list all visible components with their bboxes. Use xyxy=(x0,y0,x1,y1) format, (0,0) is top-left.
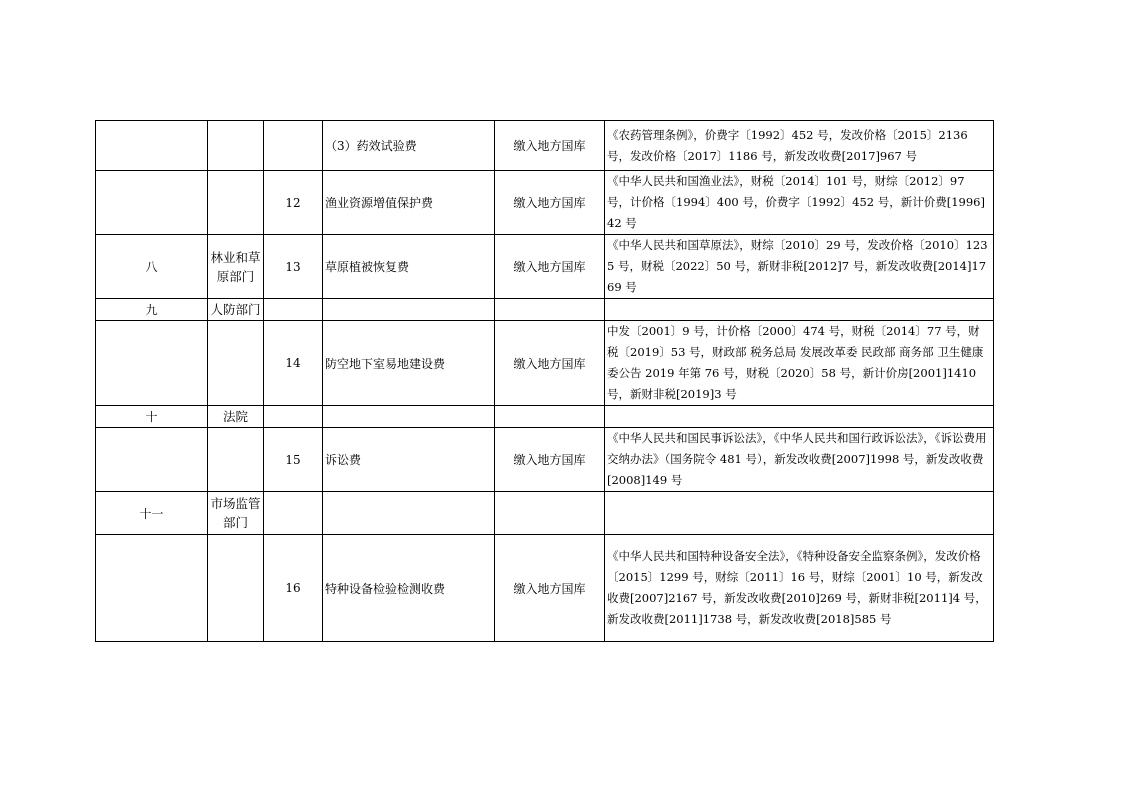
fee-name-cell: 草原植被恢复费 xyxy=(323,235,495,299)
legal-basis-cell xyxy=(605,492,994,535)
department-cell xyxy=(208,535,264,642)
category-cell: 十一 xyxy=(96,492,208,535)
destination-cell xyxy=(495,492,605,535)
fee-name-cell xyxy=(323,492,495,535)
item-number-cell: 13 xyxy=(264,235,323,299)
destination-cell xyxy=(495,299,605,321)
category-cell: 十 xyxy=(96,406,208,428)
category-cell: 九 xyxy=(96,299,208,321)
department-cell xyxy=(208,121,264,171)
department-cell xyxy=(208,428,264,492)
item-number-cell: 15 xyxy=(264,428,323,492)
legal-basis-cell: 《中华人民共和国民事诉讼法》，《中华人民共和国行政诉讼法》，《诉讼费用交纳办法》（国务院令 481 号），新发改收费[2007]1998 号，新发改收费[2008]149 号 xyxy=(605,428,994,492)
table-row xyxy=(96,406,994,428)
table-row xyxy=(96,235,994,299)
destination-cell xyxy=(495,406,605,428)
item-number-cell xyxy=(264,406,323,428)
destination-cell: 缴入地方国库 xyxy=(495,428,605,492)
item-number-cell: 14 xyxy=(264,321,323,406)
legal-basis-cell: 《中华人民共和国草原法》，财综〔2010〕29 号，发改价格〔2010〕1235 号，财税〔2022〕50 号，新财非税[2012]7 号，新发改收费[2014]1769 号 xyxy=(605,235,994,299)
item-number-cell xyxy=(264,299,323,321)
category-cell xyxy=(96,428,208,492)
destination-cell: 缴入地方国库 xyxy=(495,535,605,642)
category-cell xyxy=(96,535,208,642)
fee-name-cell xyxy=(323,406,495,428)
fee-name-cell: （3）药效试验费 xyxy=(323,121,495,171)
department-cell: 人防部门 xyxy=(208,299,264,321)
category-cell xyxy=(96,321,208,406)
department-cell xyxy=(208,321,264,406)
legal-basis-cell xyxy=(605,299,994,321)
table-row xyxy=(96,299,994,321)
category-cell: 八 xyxy=(96,235,208,299)
item-number-cell: 12 xyxy=(264,171,323,235)
table-row xyxy=(96,428,994,492)
fee-table xyxy=(95,120,994,642)
destination-cell: 缴入地方国库 xyxy=(495,121,605,171)
fee-name-cell: 渔业资源增值保护费 xyxy=(323,171,495,235)
legal-basis-cell: 《农药管理条例》，价费字〔1992〕452 号，发改价格〔2015〕2136 号，发改价格〔2017〕1186 号，新发改收费[2017]967 号 xyxy=(605,121,994,171)
destination-cell: 缴入地方国库 xyxy=(495,171,605,235)
category-cell xyxy=(96,171,208,235)
department-cell xyxy=(208,171,264,235)
fee-name-cell: 防空地下室易地建设费 xyxy=(323,321,495,406)
category-cell xyxy=(96,121,208,171)
item-number-cell xyxy=(264,121,323,171)
table-row xyxy=(96,121,994,171)
department-cell: 林业和草原部门 xyxy=(208,235,264,299)
table-row xyxy=(96,535,994,642)
table-row xyxy=(96,171,994,235)
department-cell: 市场监管部门 xyxy=(208,492,264,535)
item-number-cell xyxy=(264,492,323,535)
legal-basis-cell: 《中华人民共和国特种设备安全法》，《特种设备安全监察条例》，发改价格〔2015〕1299 号，财综〔2011〕16 号，财综〔2001〕10 号，新发改收费[2007]2167 号，新发改收费[2010]269 号，新财非税[2011]4 号，新发改收费[2011]1738 号，新发改收费[2018]585 号 xyxy=(605,535,994,642)
fee-name-cell: 诉讼费 xyxy=(323,428,495,492)
fee-name-cell xyxy=(323,299,495,321)
table-row xyxy=(96,492,994,535)
table-row xyxy=(96,321,994,406)
legal-basis-cell: 中发〔2001〕9 号，计价格〔2000〕474 号，财税〔2014〕77 号，财税〔2019〕53 号，财政部 税务总局 发展改革委 民政部 商务部 卫生健康委公告 2019 年第 76 号，财税〔2020〕58 号，新计价房[2001]1410 号，新财非税[2019]3 号 xyxy=(605,321,994,406)
item-number-cell: 16 xyxy=(264,535,323,642)
legal-basis-cell: 《中华人民共和国渔业法》，财税〔2014〕101 号，财综〔2012〕97 号，计价格〔1994〕400 号，价费字〔1992〕452 号，新计价费[1996]42 号 xyxy=(605,171,994,235)
legal-basis-cell xyxy=(605,406,994,428)
destination-cell: 缴入地方国库 xyxy=(495,321,605,406)
department-cell: 法院 xyxy=(208,406,264,428)
destination-cell: 缴入地方国库 xyxy=(495,235,605,299)
fee-name-cell: 特种设备检验检测收费 xyxy=(323,535,495,642)
